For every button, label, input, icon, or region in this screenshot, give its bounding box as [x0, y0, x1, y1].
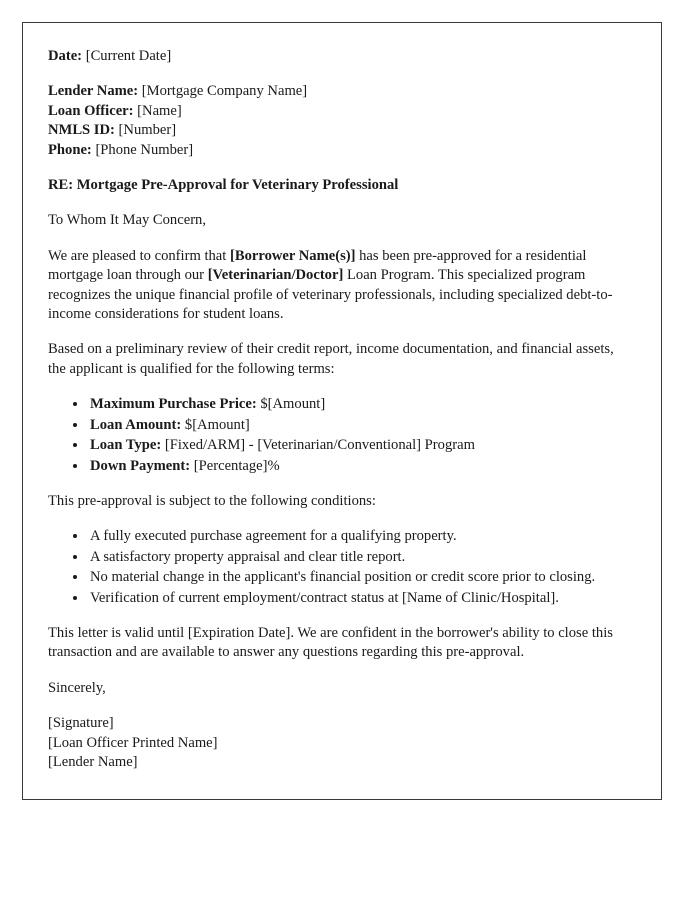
closing-salutation: Sincerely, — [48, 679, 106, 696]
list-item — [88, 436, 635, 455]
term-label: Down Payment: — [90, 457, 191, 474]
term-value: $[Amount] — [184, 416, 250, 433]
nmls-id-line — [48, 121, 635, 140]
date-block — [48, 47, 635, 66]
phone-value: [Phone Number] — [95, 141, 194, 158]
review-paragraph: Based on a preliminary review of their credit report, income documentation, and financial assets, the applicant is qualified for the following terms: — [48, 341, 614, 377]
salutation: To Whom It May Concern, — [48, 212, 206, 229]
intro-part-3: Loan Program. This specialized program recognizes the unique financial profile of veterinary professionals, including specialized debt-to-income considerations for student loans. — [48, 267, 613, 323]
borrower-name-placeholder: [Borrower Name(s)] — [229, 247, 356, 264]
list-item: • Verification of current employment/contract status at [Name of Clinic/Hospital]. — [88, 589, 635, 608]
lender-name-line — [48, 82, 635, 101]
subject-line: RE: Mortgage Pre-Approval for Veterinary Professional — [48, 177, 399, 194]
signature-placeholder: [Signature] — [48, 715, 114, 732]
terms-list — [48, 395, 635, 476]
signature-block — [48, 714, 635, 772]
list-item — [88, 395, 635, 414]
nmls-id-label: NMLS ID: — [48, 122, 115, 139]
validity-paragraph: This letter is valid until [Expiration Date]. We are confident in the borrower's ability to close this transaction and are available to answer any questions regarding this pre-approval. — [48, 624, 613, 661]
conditions-intro: This pre-approval is subject to the following conditions: — [48, 492, 376, 509]
date-label: Date: — [48, 48, 83, 64]
term-label: Loan Type: — [90, 437, 162, 454]
loan-officer-printed-name: [Loan Officer Printed Name] — [48, 734, 218, 751]
phone-label: Phone: — [48, 141, 92, 158]
date-value: [Current Date] — [85, 48, 172, 64]
term-value: $[Amount] — [260, 396, 326, 413]
list-item — [88, 416, 635, 435]
loan-officer-line — [48, 102, 635, 121]
term-label: Maximum Purchase Price: — [90, 396, 257, 413]
lender-name-value: [Mortgage Company Name] — [141, 83, 308, 100]
term-label: Loan Amount: — [90, 416, 182, 433]
list-item: • No material change in the applicant's financial position or credit score prior to closing. — [88, 568, 635, 587]
list-item: • A fully executed purchase agreement for a qualifying property. — [88, 527, 635, 546]
loan-officer-label: Loan Officer: — [48, 102, 134, 119]
term-value: [Percentage]% — [193, 457, 280, 474]
lender-name-signature: [Lender Name] — [48, 753, 138, 770]
intro-part-1: We are pleased to confirm that — [48, 247, 230, 264]
lender-name-label: Lender Name: — [48, 83, 139, 100]
intro-part-2: has been pre-approved for a residential mortgage loan through our — [48, 247, 587, 284]
program-type-placeholder: [Veterinarian/Doctor] — [207, 267, 344, 284]
loan-officer-value: [Name] — [137, 102, 182, 119]
phone-line — [48, 141, 635, 160]
conditions-list — [48, 527, 635, 608]
term-value: [Fixed/ARM] - [Veterinarian/Conventional] Program — [164, 437, 475, 454]
letter-body — [48, 47, 635, 772]
nmls-id-value: [Number] — [118, 122, 177, 139]
date-line — [48, 47, 635, 66]
list-item — [88, 457, 635, 476]
list-item: • A satisfactory property appraisal and clear title report. — [88, 548, 635, 567]
letter-page — [22, 22, 662, 800]
lender-info-block — [48, 82, 635, 160]
intro-paragraph — [48, 247, 635, 325]
